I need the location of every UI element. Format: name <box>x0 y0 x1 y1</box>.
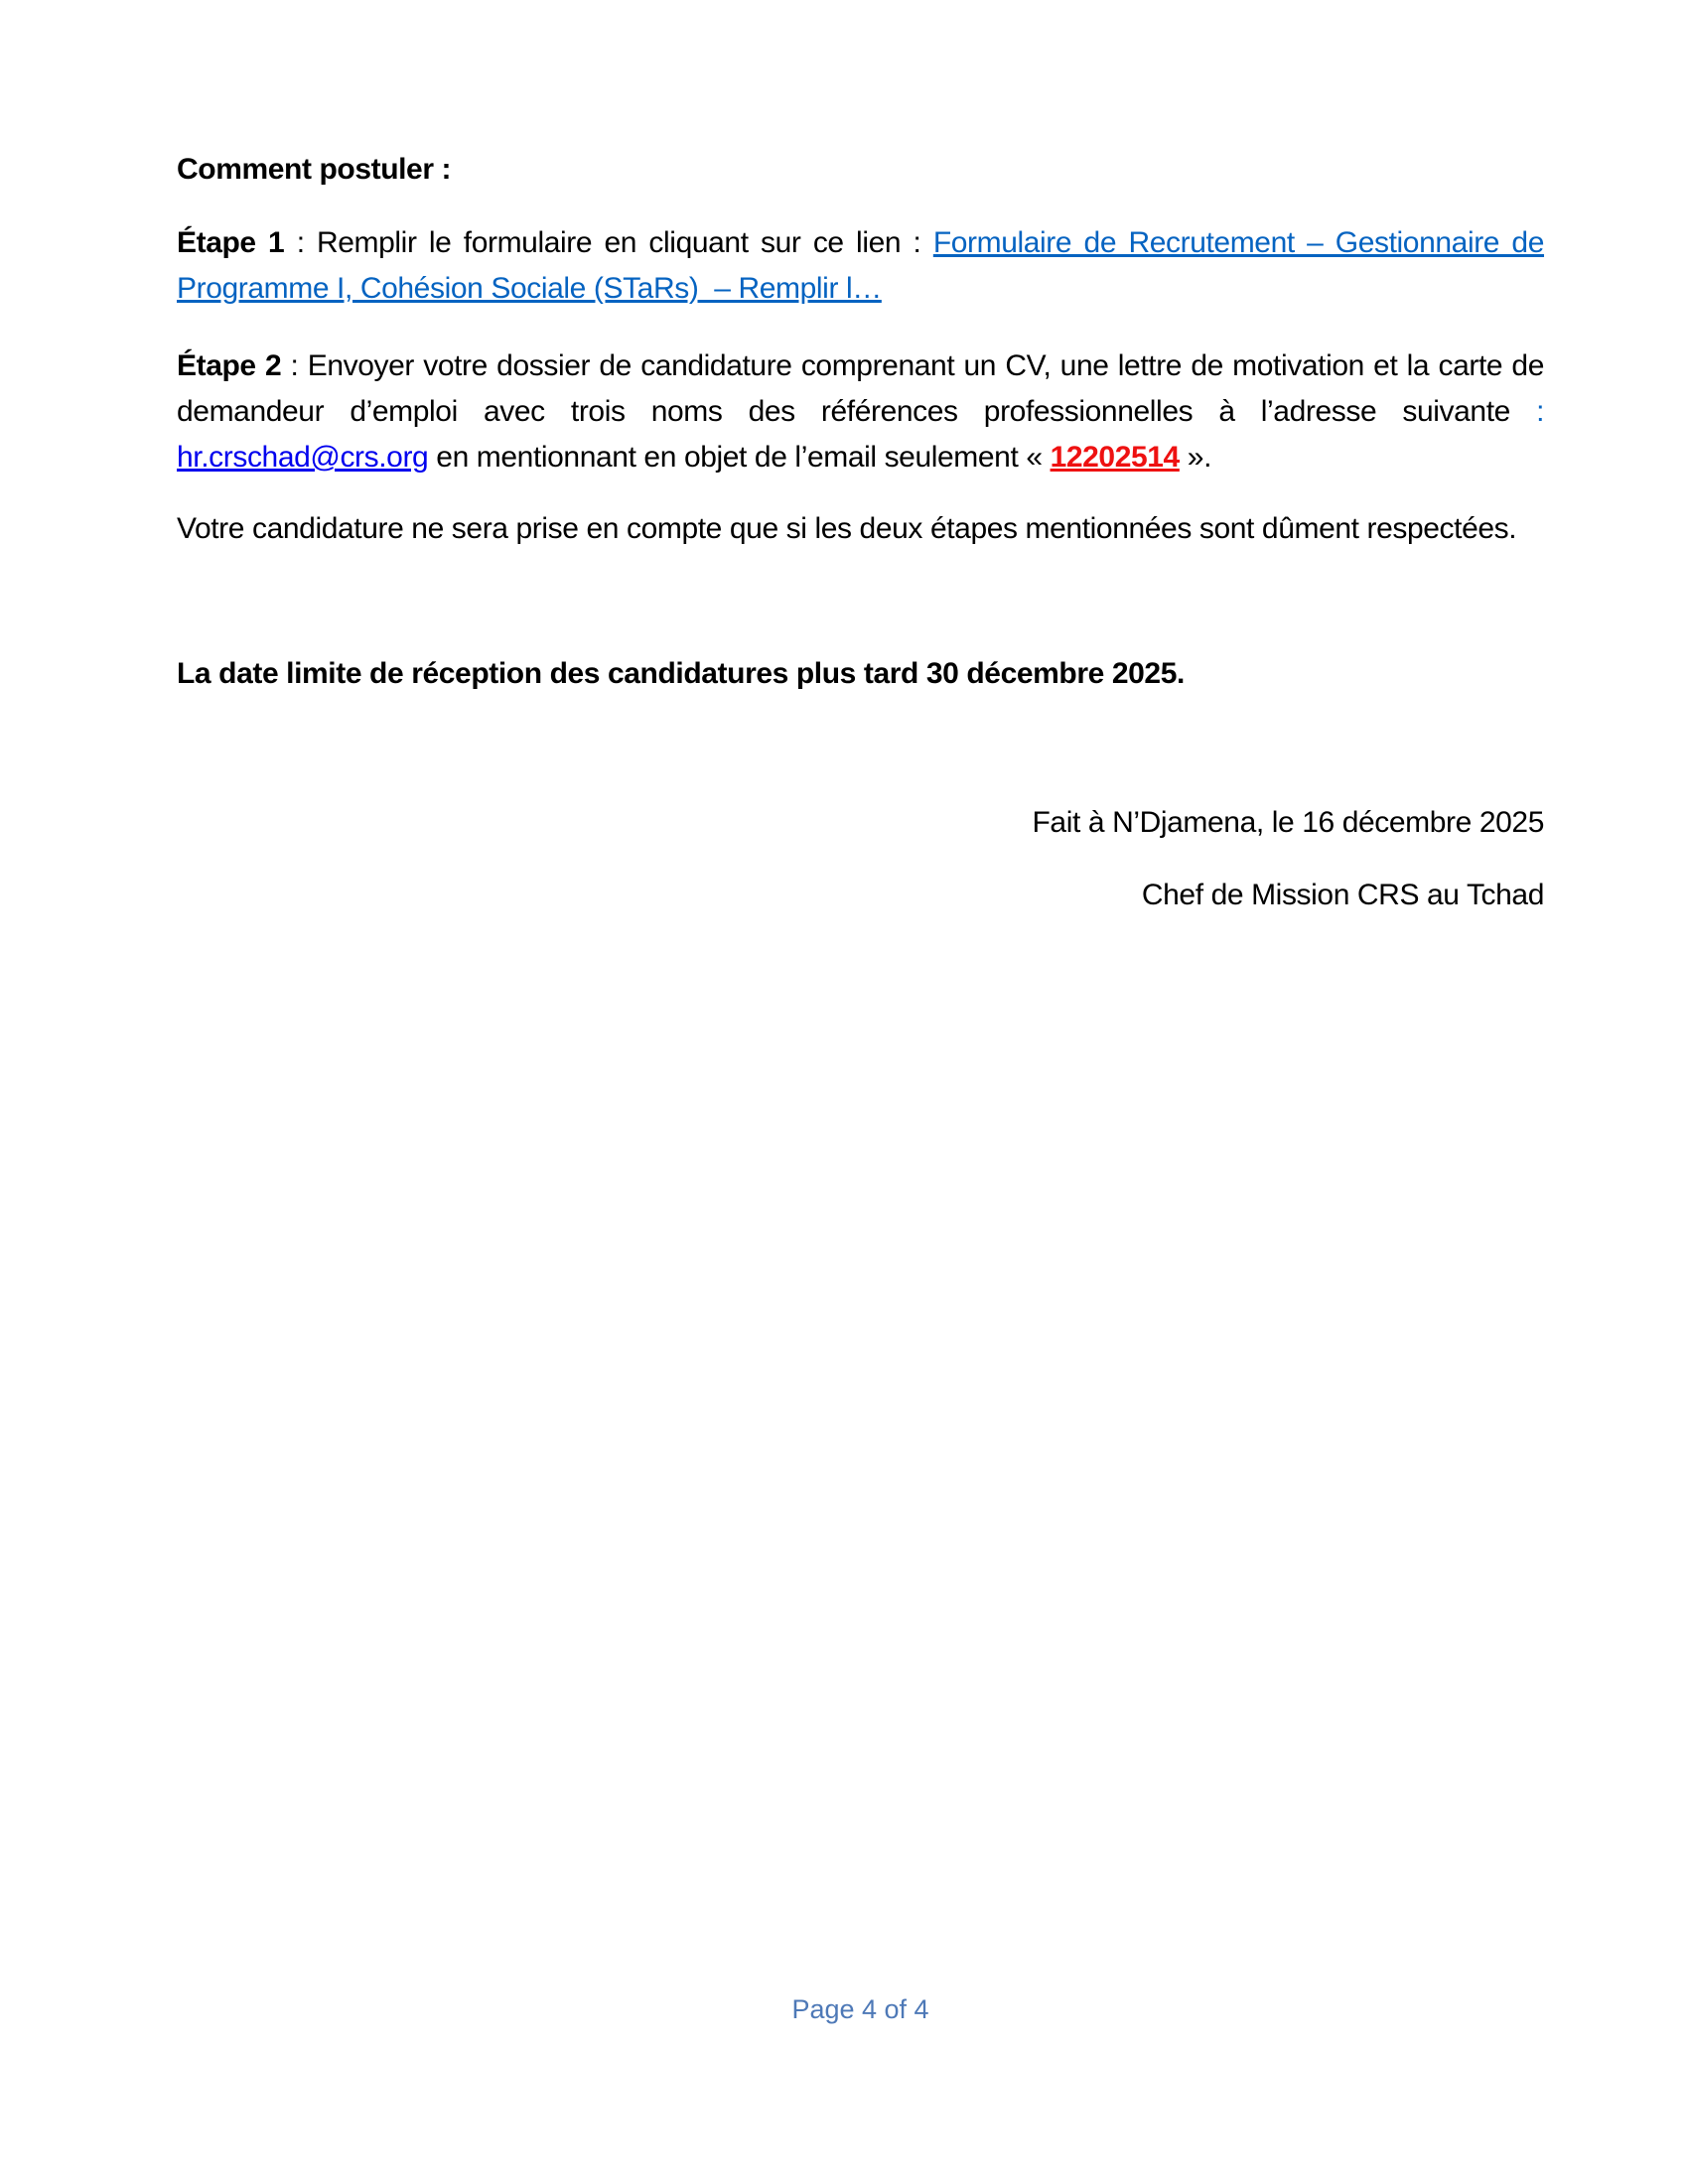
step1-paragraph <box>177 220 1544 312</box>
step2-text-end: ». <box>1179 441 1211 474</box>
note-paragraph: Votre candidature ne sera prise en compte que si les deux étapes mentionnées sont dûment respectées. <box>177 512 1517 545</box>
step2-text-after: en mentionnant en objet de l’email seulement « <box>428 441 1051 474</box>
deadline-line: La date limite de réception des candidatures plus tard 30 décembre 2025. <box>177 657 1185 690</box>
step2-text-before: : Envoyer votre dossier de candidature comprenant un CV, une lettre de motivation et la carte de demandeur d’emploi avec trois noms des références professionnelles à l’adresse suivante <box>177 349 1544 428</box>
page-number-footer: Page 4 of 4 <box>791 1994 929 2024</box>
signature-line: Chef de Mission CRS au Tchad <box>1141 879 1544 911</box>
recruitment-form-link[interactable]: Formulaire de Recrutement – Gestionnaire de Programme I, Cohésion Sociale (STaRs) – Remplir l… <box>177 226 1545 305</box>
step1-label: Étape 1 <box>177 226 285 259</box>
reference-code: 12202514 <box>1050 441 1180 474</box>
step2-label: Étape 2 <box>177 349 282 382</box>
step2-paragraph <box>177 343 1544 480</box>
section-heading: Comment postuler : <box>177 153 452 186</box>
document-content <box>0 147 1688 918</box>
hr-email-link[interactable]: hr.crschad@crs.org <box>177 441 429 474</box>
place-date-line: Fait à N’Djamena, le 16 décembre 2025 <box>1032 806 1544 839</box>
step2-blue-colon: : <box>1536 395 1544 428</box>
step1-text: : Remplir le formulaire en cliquant sur ce lien : <box>284 226 933 259</box>
